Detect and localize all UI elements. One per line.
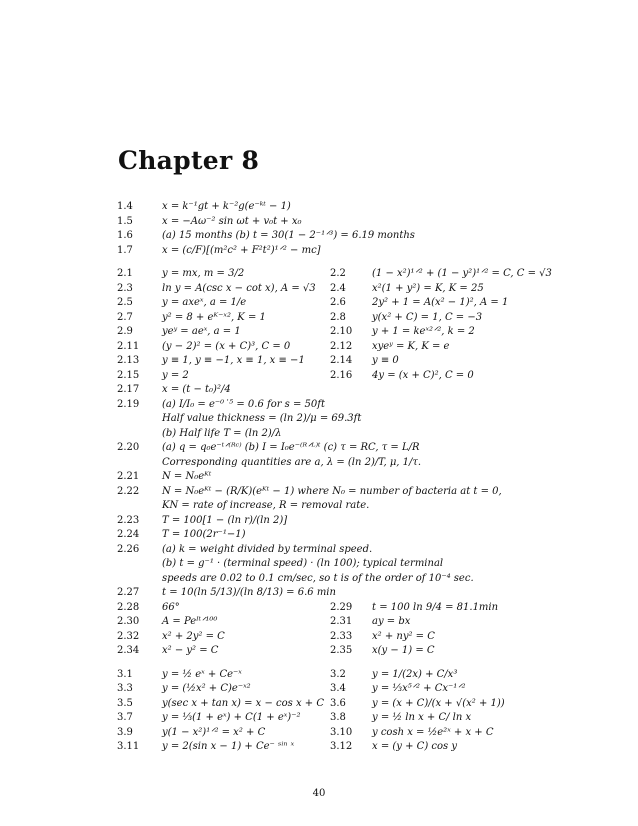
problem-number: 2.29	[330, 601, 353, 613]
problem-number: 3.12	[330, 741, 353, 752]
answer-list	[0, 200, 638, 755]
problem-number: 3.11	[117, 741, 140, 752]
problem-number: 2.31	[330, 616, 353, 627]
problem-number: 2.30	[117, 616, 140, 627]
problem-number: 3.3	[117, 683, 133, 694]
answer-row	[0, 485, 638, 500]
answer-text: t = 100 ln 9/4 = 81.1min	[372, 601, 499, 613]
answer-text: A = Peᴵᵗᐟ¹⁰⁰	[162, 616, 218, 627]
answer-row	[0, 200, 638, 215]
problem-number: 3.4	[330, 683, 346, 694]
problem-number: 2.2	[330, 268, 346, 279]
answer-text: x(y − 1) = C	[372, 645, 435, 656]
answer-text: y = ½ ln x + C/ ln x	[372, 712, 472, 723]
answer-text: y(sec x + tan x) = x − cos x + C	[162, 697, 324, 709]
answer-row	[0, 354, 638, 369]
answer-row	[0, 726, 638, 741]
problem-number: 1.6	[117, 230, 133, 241]
answer-row	[0, 383, 638, 398]
answer-text: t = 10(ln 5/13)/(ln 8/13) = 6.6 min	[162, 587, 336, 598]
answer-row	[0, 412, 638, 427]
answer-row	[0, 528, 638, 543]
answer-text: y = mx, m = 3/2	[162, 268, 245, 279]
answer-text: (b) Half life T = (ln 2)/λ	[162, 427, 282, 439]
answer-text: 66°	[162, 601, 180, 613]
problem-number: 2.5	[117, 297, 133, 308]
answer-row	[0, 682, 638, 697]
answer-row	[0, 311, 638, 326]
answer-text: y² = 8 + eᴷ⁻ˣ², K = 1	[162, 311, 266, 323]
problem-number: 3.7	[117, 712, 133, 723]
problem-number: 2.24	[117, 529, 140, 540]
problem-number: 3.1	[117, 668, 133, 680]
problem-number: 2.9	[117, 326, 133, 337]
answer-row	[0, 615, 638, 630]
block-gap	[0, 258, 638, 267]
problem-number: 2.35	[330, 645, 353, 656]
problem-number: 2.20	[117, 442, 140, 453]
answer-row	[0, 586, 638, 601]
answer-row	[0, 543, 638, 558]
answer-text: (a) q = q₀e⁻ᵗᐟ⁽ᴿᶜ⁾ (b) I = I₀e⁻⁽ᴿᐟᴸ⁾ᵗ (c) τ = RC, τ = L/R	[162, 442, 420, 453]
answer-text: y = 2(sin x − 1) + Ce⁻ ˢⁱⁿ ˣ	[162, 741, 295, 752]
problem-number: 2.7	[117, 311, 133, 323]
answer-row	[0, 644, 638, 659]
answer-text: T = 100[1 − (ln r)/(ln 2)]	[162, 514, 288, 526]
problem-number: 1.5	[117, 215, 133, 227]
answer-text: y = (x + C)/(x + √(x² + 1))	[372, 697, 505, 709]
problem-number: 2.3	[117, 282, 133, 294]
answer-text: Corresponding quantities are a, λ = (ln 2)/T, μ, 1/τ.	[162, 456, 422, 468]
answer-text: x = k⁻¹gt + k⁻²g(e⁻ᵏᵗ − 1)	[162, 201, 291, 212]
problem-number: 1.7	[117, 244, 133, 256]
answer-text: x² − y² = C	[162, 645, 219, 656]
answer-text: y = ½ eˣ + Ce⁻ˣ	[162, 668, 242, 680]
problem-number: 2.27	[117, 587, 140, 598]
answer-text: y(1 − x²)¹ᐟ² = x² + C	[162, 726, 266, 738]
problem-number: 3.6	[330, 697, 346, 709]
answer-text: ln y = A(csc x − cot x), A = √3	[162, 282, 316, 294]
answer-text: x = (c/F)[(m²c² + F²t²)¹ᐟ² − mc]	[162, 244, 321, 256]
answer-row	[0, 282, 638, 297]
problem-number: 2.22	[117, 485, 140, 497]
answer-text: (a) 15 months (b) t = 30(1 − 2⁻¹ᐟ³) = 6.19 months	[162, 230, 415, 241]
answer-text: x = −Aω⁻² sin ωt + v₀t + x₀	[162, 215, 302, 227]
answer-text: xyeʸ = K, K = e	[372, 340, 450, 352]
page-number: 40	[312, 788, 326, 799]
answer-text: y = 2	[162, 369, 189, 381]
answer-text: x = (t − t₀)²/4	[162, 384, 231, 395]
answer-row	[0, 215, 638, 230]
problem-number: 2.14	[330, 355, 353, 366]
answer-text: y = axeˣ, a = 1/e	[162, 297, 247, 308]
answer-text: y = 1/(2x) + C/x³	[372, 668, 458, 680]
answer-text: yeʸ = aeˣ, a = 1	[162, 326, 241, 337]
chapter-title: Chapter 8	[118, 146, 260, 175]
answer-row	[0, 267, 638, 282]
problem-number: 1.4	[117, 201, 133, 212]
answer-row	[0, 427, 638, 442]
problem-number: 2.32	[117, 630, 140, 642]
problem-number: 2.16	[330, 369, 353, 381]
answer-row	[0, 557, 638, 572]
problem-number: 2.4	[330, 282, 346, 294]
answer-row	[0, 630, 638, 645]
answer-text: Half value thickness = (ln 2)/μ = 69.3ft	[162, 413, 362, 424]
problem-number: 2.17	[117, 384, 140, 395]
answer-row	[0, 244, 638, 259]
answer-row	[0, 572, 638, 587]
answer-text: y + 1 = keˣ²ᐟ², k = 2	[372, 326, 475, 337]
answer-text: y ≡ 1, y ≡ −1, x ≡ 1, x ≡ −1	[162, 355, 305, 366]
answer-text: speeds are 0.02 to 0.1 cm/sec, so t is of the order of 10⁻⁴ sec.	[162, 572, 474, 584]
answer-text: y = (½x² + C)e⁻ˣ²	[162, 683, 251, 694]
answer-text: (1 − x²)¹ᐟ² + (1 − y²)¹ᐟ² = C, C = √3	[372, 268, 552, 279]
answer-text: N = N₀eᴷᵗ − (R/K)(eᴷᵗ − 1) where N₀ = number of bacteria at t = 0,	[162, 485, 502, 497]
answer-text: T = 100(2r⁻¹−1)	[162, 529, 246, 540]
answer-row	[0, 470, 638, 485]
problem-number: 2.23	[117, 514, 140, 526]
answer-text: y ≡ 0	[372, 355, 399, 366]
answer-text: 2y² + 1 = A(x² − 1)², A = 1	[372, 297, 509, 308]
problem-number: 2.8	[330, 311, 346, 323]
problem-number: 2.21	[117, 471, 140, 482]
problem-number: 2.19	[117, 398, 140, 410]
problem-number: 2.13	[117, 355, 140, 366]
answer-text: 4y = (x + C)², C = 0	[372, 369, 474, 381]
answer-row	[0, 740, 638, 755]
problem-number: 3.8	[330, 712, 346, 723]
problem-number: 3.5	[117, 697, 133, 709]
answer-text: y(x² + C) = 1, C = −3	[372, 311, 483, 323]
problem-number: 3.9	[117, 726, 133, 738]
answer-row	[0, 441, 638, 456]
answer-row	[0, 456, 638, 471]
answer-text: x² + ny² = C	[372, 630, 435, 642]
answer-text: KN = rate of increase, R = removal rate.	[162, 500, 370, 511]
problem-number: 2.28	[117, 601, 140, 613]
problem-number: 2.10	[330, 326, 353, 337]
answer-row	[0, 296, 638, 311]
problem-number: 2.11	[117, 340, 140, 352]
answer-row	[0, 398, 638, 413]
answer-row	[0, 229, 638, 244]
answer-text: N = N₀eᴷᵗ	[162, 471, 212, 482]
answer-text: y = ⅓x⁵ᐟ² + Cx⁻¹ᐟ²	[372, 683, 466, 694]
answer-row	[0, 325, 638, 340]
problem-number: 2.26	[117, 543, 140, 555]
answer-text: (a) k = weight divided by terminal speed.	[162, 543, 373, 555]
answer-row	[0, 668, 638, 683]
answer-row	[0, 711, 638, 726]
answer-text: y = ⅓(1 + eˣ) + C(1 + eˣ)⁻²	[162, 712, 301, 723]
problem-number: 2.33	[330, 630, 353, 642]
answer-text: (a) I/I₀ = e⁻⁰˙⁵ = 0.6 for s = 50ft	[162, 398, 325, 410]
problem-number: 3.2	[330, 668, 346, 680]
answer-text: ay = bx	[372, 616, 411, 627]
answer-row	[0, 601, 638, 616]
answer-text: (b) t = g⁻¹ · (terminal speed) · (ln 100); typical terminal	[162, 558, 444, 569]
problem-number: 3.10	[330, 726, 353, 738]
answer-text: x²(1 + y²) = K, K = 25	[372, 282, 484, 294]
answer-row	[0, 340, 638, 355]
problem-number: 2.15	[117, 369, 140, 381]
answer-row	[0, 499, 638, 514]
problem-number: 2.12	[330, 340, 353, 352]
problem-number: 2.34	[117, 645, 140, 656]
problem-number: 2.1	[117, 268, 133, 279]
answer-row	[0, 369, 638, 384]
answer-row	[0, 697, 638, 712]
answer-text: y cosh x = ½e²ˣ + x + C	[372, 726, 494, 738]
answer-text: x² + 2y² = C	[162, 630, 225, 642]
answer-text: (y − 2)² = (x + C)³, C = 0	[162, 340, 291, 352]
answer-text: x = (y + C) cos y	[372, 741, 457, 752]
problem-number: 2.6	[330, 297, 346, 308]
block-gap	[0, 659, 638, 668]
answer-row	[0, 514, 638, 529]
